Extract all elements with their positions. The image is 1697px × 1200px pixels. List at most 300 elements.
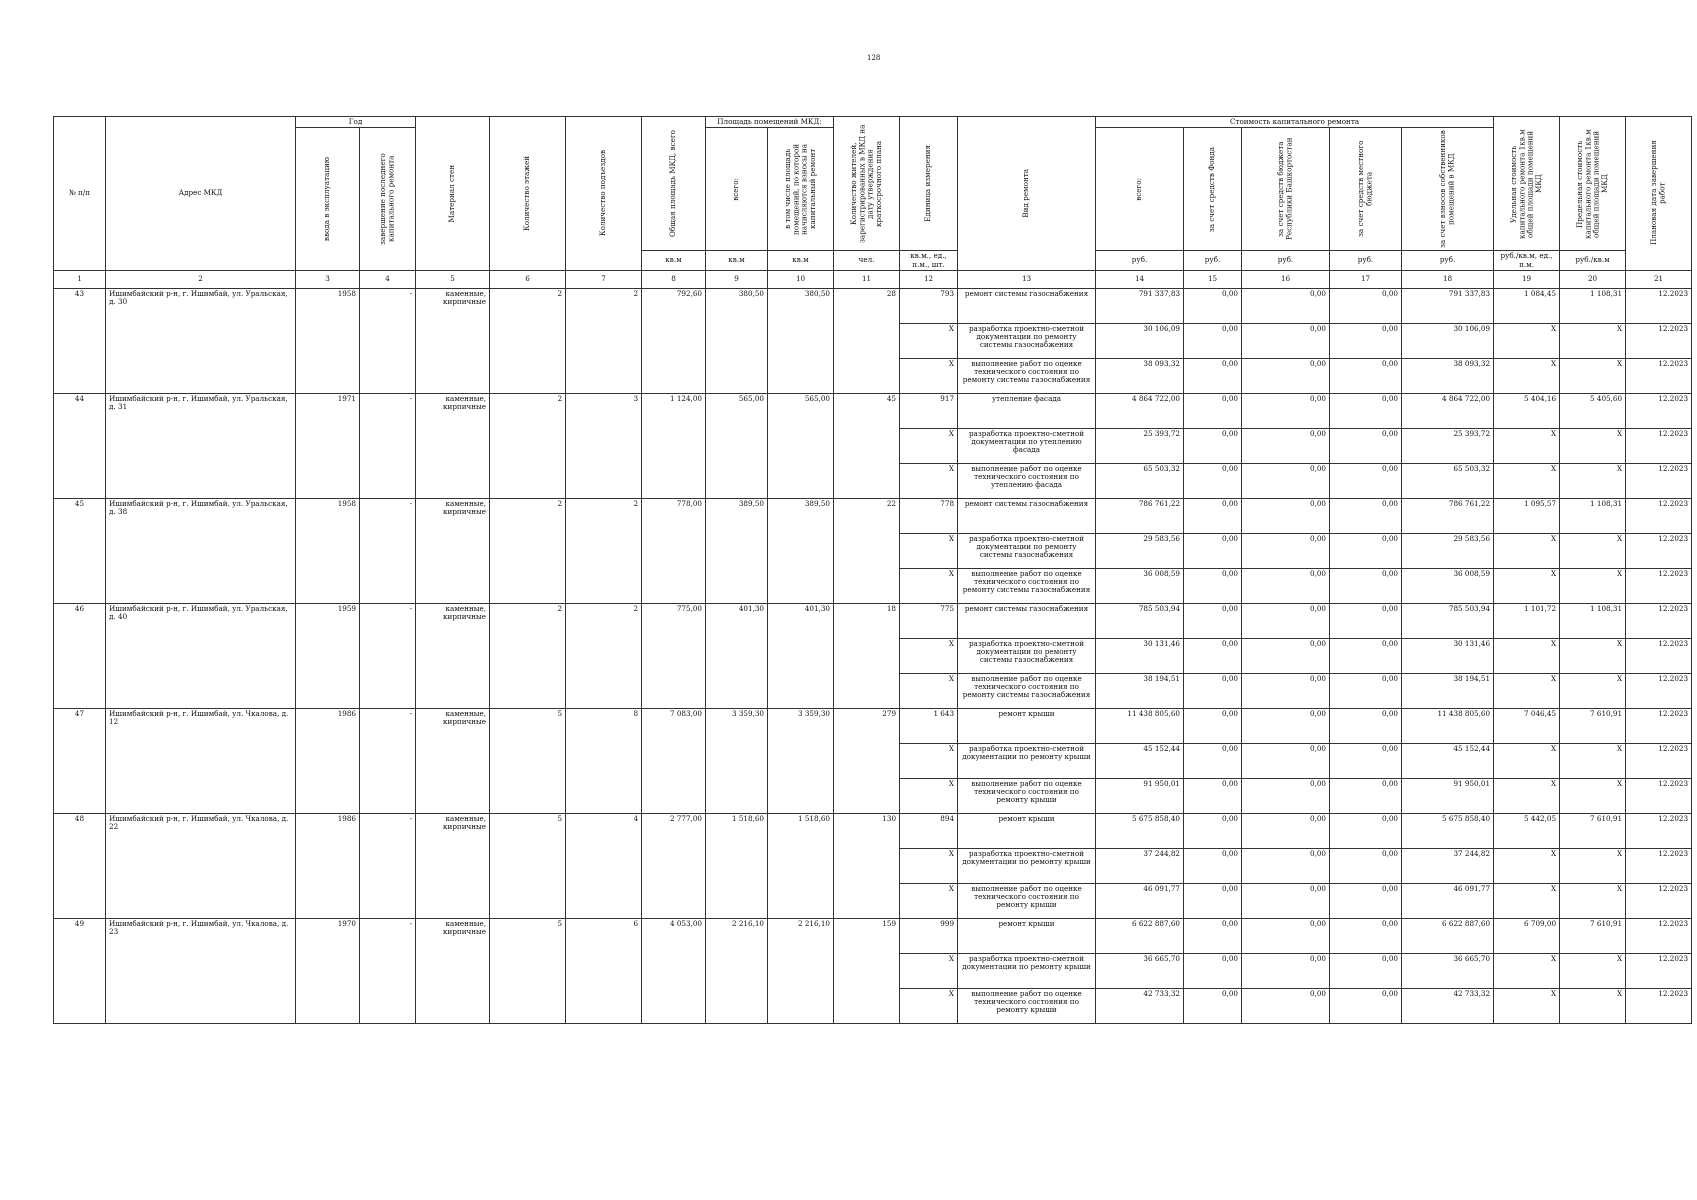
cell-material: каменные, кирпичные [416, 708, 490, 813]
cell-cost-budget-rb: 0,00 [1242, 498, 1330, 533]
column-number: 2 [106, 270, 296, 288]
cell-cost-total: 45 152,44 [1096, 743, 1184, 778]
cell-cost-owners: 25 393,72 [1402, 428, 1494, 463]
cell-cost-owners: 6 622 887,60 [1402, 918, 1494, 953]
cell-cost-fund: 0,00 [1184, 813, 1242, 848]
header-cost-local: за счет средств местного бюджета [1330, 128, 1402, 251]
cell-premises-total: 2 216,10 [706, 918, 768, 1023]
cell-residents: 22 [834, 498, 900, 603]
cell-unit-cost: X [1494, 953, 1560, 988]
cell-work-type: разработка проектно-сметной документации по ремонту системы газоснабжения [958, 638, 1096, 673]
cell-unit-cost: X [1494, 428, 1560, 463]
cell-premises-paying: 1 518,60 [768, 813, 834, 918]
cell-work-type: выполнение работ по оценке технического состояния по утеплению фасада [958, 463, 1096, 498]
cell-cost-fund: 0,00 [1184, 463, 1242, 498]
header-address: Адрес МКД [106, 117, 296, 271]
cell-cost-local: 0,00 [1330, 463, 1402, 498]
cell-premises-paying: 380,50 [768, 288, 834, 393]
column-number: 20 [1560, 270, 1626, 288]
cell-cost-total: 791 337,83 [1096, 288, 1184, 323]
cell-cost-total: 786 761,22 [1096, 498, 1184, 533]
unit-cell: чел. [834, 251, 900, 271]
cell-plan-date: 12.2023 [1626, 358, 1692, 393]
cell-cost-local: 0,00 [1330, 533, 1402, 568]
cell-cost-budget-rb: 0,00 [1242, 568, 1330, 603]
cell-cost-total: 785 503,94 [1096, 603, 1184, 638]
cell-units: 1 643 [900, 708, 958, 743]
cell-cost-total: 46 091,77 [1096, 883, 1184, 918]
cell-max-cost: X [1560, 953, 1626, 988]
cell-year: 1986 [296, 813, 360, 918]
cell-units: 999 [900, 918, 958, 953]
column-number: 1 [54, 270, 106, 288]
cell-max-cost: 5 405,60 [1560, 393, 1626, 428]
cell-cost-owners: 38 194,51 [1402, 673, 1494, 708]
header-year-commission: ввода в эксплуатацию [296, 128, 360, 271]
cell-cost-owners: 91 950,01 [1402, 778, 1494, 813]
cell-max-cost: 7 610,91 [1560, 708, 1626, 743]
cell-unit-cost: 1 101,72 [1494, 603, 1560, 638]
header-cost-group: Стоимость капитального ремонта [1096, 117, 1494, 128]
cell-cost-owners: 45 152,44 [1402, 743, 1494, 778]
cell-cost-fund: 0,00 [1184, 708, 1242, 743]
cell-unit-cost: 5 442,05 [1494, 813, 1560, 848]
cell-cost-owners: 29 583,56 [1402, 533, 1494, 568]
cell-cost-owners: 46 091,77 [1402, 883, 1494, 918]
cell-work-type: ремонт крыши [958, 708, 1096, 743]
cell-address: Ишимбайский р-н, г. Ишимбай, ул. Уральская, д. 40 [106, 603, 296, 708]
cell-cost-fund: 0,00 [1184, 883, 1242, 918]
column-number: 3 [296, 270, 360, 288]
cell-plan-date: 12.2023 [1626, 673, 1692, 708]
cell-plan-date: 12.2023 [1626, 953, 1692, 988]
cell-max-cost: X [1560, 323, 1626, 358]
cell-material: каменные, кирпичные [416, 498, 490, 603]
cell-premises-paying: 565,00 [768, 393, 834, 498]
column-numbers-row [54, 270, 1692, 288]
cell-last-repair: - [360, 393, 416, 498]
cell-plan-date: 12.2023 [1626, 463, 1692, 498]
cell-cost-local: 0,00 [1330, 813, 1402, 848]
cell-work-type: выполнение работ по оценке технического состояния по ремонту крыши [958, 778, 1096, 813]
header-total-area: Общая площадь МКД, всего [642, 117, 706, 251]
cell-unit-cost: X [1494, 463, 1560, 498]
unit-cell: кв.м [642, 251, 706, 271]
cell-cost-budget-rb: 0,00 [1242, 463, 1330, 498]
cell-plan-date: 12.2023 [1626, 918, 1692, 953]
unit-cell: кв.м [706, 251, 768, 271]
cell-unit-cost: X [1494, 533, 1560, 568]
cell-cost-budget-rb: 0,00 [1242, 953, 1330, 988]
header-plan-date: Плановая дата завершения работ [1626, 117, 1692, 271]
column-number: 9 [706, 270, 768, 288]
cell-premises-paying: 3 359,30 [768, 708, 834, 813]
cell-address: Ишимбайский р-н, г. Ишимбай, ул. Чкалова, д. 22 [106, 813, 296, 918]
cell-units: X [900, 848, 958, 883]
cell-floors: 2 [490, 498, 566, 603]
cell-no: 48 [54, 813, 106, 918]
cell-work-type: разработка проектно-сметной документации по ремонту крыши [958, 848, 1096, 883]
cell-work-type: ремонт крыши [958, 813, 1096, 848]
header-entrances: Количество подъездов [566, 117, 642, 271]
table-row-building [54, 918, 1692, 953]
cell-floors: 2 [490, 603, 566, 708]
cell-cost-local: 0,00 [1330, 288, 1402, 323]
cell-cost-owners: 785 503,94 [1402, 603, 1494, 638]
cell-units: X [900, 428, 958, 463]
cell-max-cost: X [1560, 743, 1626, 778]
cell-work-type: выполнение работ по оценке технического состояния по ремонту системы газоснабжения [958, 358, 1096, 393]
column-number: 18 [1402, 270, 1494, 288]
cell-units: 793 [900, 288, 958, 323]
cell-cost-budget-rb: 0,00 [1242, 288, 1330, 323]
cell-area: 4 053,00 [642, 918, 706, 1023]
cell-plan-date: 12.2023 [1626, 988, 1692, 1023]
cell-plan-date: 12.2023 [1626, 323, 1692, 358]
cell-work-type: разработка проектно-сметной документации по утеплению фасада [958, 428, 1096, 463]
cell-residents: 130 [834, 813, 900, 918]
cell-cost-local: 0,00 [1330, 673, 1402, 708]
cell-unit-cost: X [1494, 568, 1560, 603]
cell-units: 894 [900, 813, 958, 848]
cell-cost-fund: 0,00 [1184, 358, 1242, 393]
cell-premises-paying: 401,30 [768, 603, 834, 708]
cell-address: Ишимбайский р-н, г. Ишимбай, ул. Уральская, д. 30 [106, 288, 296, 393]
cell-cost-fund: 0,00 [1184, 918, 1242, 953]
column-number: 21 [1626, 270, 1692, 288]
cell-entrances: 2 [566, 288, 642, 393]
cell-cost-fund: 0,00 [1184, 988, 1242, 1023]
cell-max-cost: X [1560, 533, 1626, 568]
cell-no: 49 [54, 918, 106, 1023]
cell-cost-budget-rb: 0,00 [1242, 988, 1330, 1023]
header-premises-group: Площадь помещений МКД: [706, 117, 834, 128]
column-number: 10 [768, 270, 834, 288]
cell-cost-owners: 38 093,32 [1402, 358, 1494, 393]
table-row-building [54, 288, 1692, 323]
cell-plan-date: 12.2023 [1626, 533, 1692, 568]
cell-cost-fund: 0,00 [1184, 603, 1242, 638]
cell-cost-owners: 4 864 722,00 [1402, 393, 1494, 428]
cell-units: X [900, 953, 958, 988]
cell-unit-cost: X [1494, 638, 1560, 673]
cell-cost-budget-rb: 0,00 [1242, 848, 1330, 883]
cell-no: 46 [54, 603, 106, 708]
cell-work-type: разработка проектно-сметной документации по ремонту системы газоснабжения [958, 323, 1096, 358]
cell-units: X [900, 358, 958, 393]
cell-cost-total: 30 106,09 [1096, 323, 1184, 358]
cell-work-type: ремонт системы газоснабжения [958, 288, 1096, 323]
cell-units: X [900, 988, 958, 1023]
cell-max-cost: X [1560, 848, 1626, 883]
cell-address: Ишимбайский р-н, г. Ишимбай, ул. Уральская, д. 31 [106, 393, 296, 498]
cell-max-cost: X [1560, 463, 1626, 498]
cell-cost-fund: 0,00 [1184, 533, 1242, 568]
cell-cost-fund: 0,00 [1184, 848, 1242, 883]
header-premises-total: всего: [706, 128, 768, 251]
table-row-building [54, 603, 1692, 638]
cell-unit-cost: X [1494, 673, 1560, 708]
cell-cost-local: 0,00 [1330, 568, 1402, 603]
cell-no: 44 [54, 393, 106, 498]
cell-unit-cost: X [1494, 323, 1560, 358]
cell-work-type: ремонт крыши [958, 918, 1096, 953]
cell-cost-budget-rb: 0,00 [1242, 638, 1330, 673]
cell-cost-budget-rb: 0,00 [1242, 813, 1330, 848]
page-number: 128 [867, 54, 881, 62]
cell-unit-cost: 1 084,45 [1494, 288, 1560, 323]
cell-cost-total: 25 393,72 [1096, 428, 1184, 463]
cell-premises-total: 380,50 [706, 288, 768, 393]
table-row-building [54, 813, 1692, 848]
cell-cost-owners: 786 761,22 [1402, 498, 1494, 533]
cell-cost-budget-rb: 0,00 [1242, 708, 1330, 743]
cell-cost-total: 30 131,46 [1096, 638, 1184, 673]
cell-plan-date: 12.2023 [1626, 428, 1692, 463]
cell-cost-local: 0,00 [1330, 708, 1402, 743]
cell-cost-owners: 791 337,83 [1402, 288, 1494, 323]
cell-cost-owners: 5 675 858,40 [1402, 813, 1494, 848]
unit-cell: руб./кв.м [1560, 251, 1626, 271]
cell-address: Ишимбайский р-н, г. Ишимбай, ул. Уральская, д. 38 [106, 498, 296, 603]
cell-entrances: 8 [566, 708, 642, 813]
header-cost-total: всего: [1096, 128, 1184, 251]
header-residents: Количество жителей, зарегистрированных в МКД на дату утверждения краткосрочного плана [834, 117, 900, 251]
cell-cost-fund: 0,00 [1184, 778, 1242, 813]
cell-cost-total: 91 950,01 [1096, 778, 1184, 813]
cell-cost-fund: 0,00 [1184, 428, 1242, 463]
cell-cost-owners: 30 106,09 [1402, 323, 1494, 358]
cell-premises-total: 565,00 [706, 393, 768, 498]
cell-premises-paying: 2 216,10 [768, 918, 834, 1023]
cell-material: каменные, кирпичные [416, 603, 490, 708]
cell-year: 1971 [296, 393, 360, 498]
cell-cost-total: 11 438 805,60 [1096, 708, 1184, 743]
cell-max-cost: 1 108,31 [1560, 603, 1626, 638]
column-number: 16 [1242, 270, 1330, 288]
cell-cost-budget-rb: 0,00 [1242, 428, 1330, 463]
cell-units: X [900, 778, 958, 813]
cell-no: 47 [54, 708, 106, 813]
cell-premises-total: 1 518,60 [706, 813, 768, 918]
cell-units: X [900, 883, 958, 918]
cell-cost-local: 0,00 [1330, 883, 1402, 918]
cell-last-repair: - [360, 288, 416, 393]
cell-work-type: выполнение работ по оценке технического состояния по ремонту системы газоснабжения [958, 568, 1096, 603]
cell-cost-total: 37 244,82 [1096, 848, 1184, 883]
cell-max-cost: X [1560, 428, 1626, 463]
cell-cost-local: 0,00 [1330, 358, 1402, 393]
cell-units: X [900, 533, 958, 568]
cell-cost-budget-rb: 0,00 [1242, 603, 1330, 638]
column-number: 12 [900, 270, 958, 288]
cell-cost-budget-rb: 0,00 [1242, 533, 1330, 568]
header-work-type: Вид ремонта [958, 117, 1096, 271]
cell-premises-total: 401,30 [706, 603, 768, 708]
header-premises-paying: в том числе площадь помещений, по которой начисляются взносы на капитальный ремонт [768, 128, 834, 251]
column-number: 13 [958, 270, 1096, 288]
cell-cost-local: 0,00 [1330, 918, 1402, 953]
cell-address: Ишимбайский р-н, г. Ишимбай, ул. Чкалова, д. 12 [106, 708, 296, 813]
cell-cost-fund: 0,00 [1184, 568, 1242, 603]
cell-max-cost: X [1560, 638, 1626, 673]
cell-cost-fund: 0,00 [1184, 498, 1242, 533]
cell-cost-total: 65 503,32 [1096, 463, 1184, 498]
cell-units: 775 [900, 603, 958, 638]
header-cost-owners: за счет взносов собственников помещений в МКД [1402, 128, 1494, 251]
cell-cost-local: 0,00 [1330, 743, 1402, 778]
cell-unit-cost: 1 095,57 [1494, 498, 1560, 533]
cell-cost-fund: 0,00 [1184, 638, 1242, 673]
cell-material: каменные, кирпичные [416, 918, 490, 1023]
column-number: 4 [360, 270, 416, 288]
cell-max-cost: X [1560, 673, 1626, 708]
cell-plan-date: 12.2023 [1626, 638, 1692, 673]
cell-entrances: 4 [566, 813, 642, 918]
cell-floors: 2 [490, 288, 566, 393]
capital-repair-table [53, 116, 1692, 1024]
cell-cost-total: 38 093,32 [1096, 358, 1184, 393]
cell-max-cost: 7 610,91 [1560, 918, 1626, 953]
cell-area: 775,00 [642, 603, 706, 708]
cell-area: 1 124,00 [642, 393, 706, 498]
cell-cost-owners: 37 244,82 [1402, 848, 1494, 883]
cell-unit-cost: X [1494, 988, 1560, 1023]
cell-work-type: утепление фасада [958, 393, 1096, 428]
cell-max-cost: 1 108,31 [1560, 498, 1626, 533]
cell-residents: 159 [834, 918, 900, 1023]
cell-plan-date: 12.2023 [1626, 708, 1692, 743]
cell-cost-local: 0,00 [1330, 498, 1402, 533]
cell-no: 45 [54, 498, 106, 603]
cell-cost-budget-rb: 0,00 [1242, 358, 1330, 393]
cell-floors: 2 [490, 393, 566, 498]
cell-plan-date: 12.2023 [1626, 393, 1692, 428]
cell-plan-date: 12.2023 [1626, 883, 1692, 918]
cell-unit-cost: X [1494, 778, 1560, 813]
cell-cost-total: 6 622 887,60 [1096, 918, 1184, 953]
header-units: Единица измерения [900, 117, 958, 251]
cell-cost-owners: 11 438 805,60 [1402, 708, 1494, 743]
cell-material: каменные, кирпичные [416, 393, 490, 498]
cell-cost-budget-rb: 0,00 [1242, 778, 1330, 813]
cell-max-cost: X [1560, 568, 1626, 603]
cell-cost-owners: 65 503,32 [1402, 463, 1494, 498]
cell-entrances: 6 [566, 918, 642, 1023]
cell-unit-cost: 6 709,00 [1494, 918, 1560, 953]
cell-units: X [900, 323, 958, 358]
column-number: 11 [834, 270, 900, 288]
cell-cost-owners: 30 131,46 [1402, 638, 1494, 673]
cell-no: 43 [54, 288, 106, 393]
cell-cost-total: 38 194,51 [1096, 673, 1184, 708]
unit-cell: руб. [1096, 251, 1184, 271]
cell-units: X [900, 568, 958, 603]
cell-max-cost: 7 610,91 [1560, 813, 1626, 848]
header-cost-fund: за счет средств Фонда [1184, 128, 1242, 251]
cell-plan-date: 12.2023 [1626, 848, 1692, 883]
column-number: 7 [566, 270, 642, 288]
cell-cost-total: 5 675 858,40 [1096, 813, 1184, 848]
cell-premises-paying: 389,50 [768, 498, 834, 603]
cell-units: X [900, 638, 958, 673]
cell-cost-owners: 36 008,59 [1402, 568, 1494, 603]
cell-cost-fund: 0,00 [1184, 393, 1242, 428]
cell-residents: 45 [834, 393, 900, 498]
cell-units: X [900, 673, 958, 708]
unit-cell: кв.м., ед., п.м., шт. [900, 251, 958, 271]
cell-floors: 5 [490, 708, 566, 813]
unit-cell: руб. [1184, 251, 1242, 271]
cell-residents: 279 [834, 708, 900, 813]
cell-max-cost: X [1560, 883, 1626, 918]
cell-premises-total: 389,50 [706, 498, 768, 603]
cell-cost-local: 0,00 [1330, 603, 1402, 638]
column-number: 19 [1494, 270, 1560, 288]
cell-last-repair: - [360, 813, 416, 918]
cell-cost-fund: 0,00 [1184, 323, 1242, 358]
header-floors: Количество этажей [490, 117, 566, 271]
header-no: № п/п [54, 117, 106, 271]
cell-year: 1959 [296, 603, 360, 708]
cell-area: 778,00 [642, 498, 706, 603]
cell-max-cost: X [1560, 778, 1626, 813]
header-max-cost: Предельная стоимость капитального ремонта 1кв.м общей площади помещений МКД [1560, 117, 1626, 251]
cell-year: 1958 [296, 498, 360, 603]
cell-work-type: разработка проектно-сметной документации по ремонту крыши [958, 743, 1096, 778]
cell-cost-budget-rb: 0,00 [1242, 323, 1330, 358]
column-number: 5 [416, 270, 490, 288]
cell-cost-local: 0,00 [1330, 848, 1402, 883]
cell-cost-owners: 36 665,70 [1402, 953, 1494, 988]
cell-work-type: разработка проектно-сметной документации по ремонту системы газоснабжения [958, 533, 1096, 568]
cell-cost-local: 0,00 [1330, 988, 1402, 1023]
cell-max-cost: 1 108,31 [1560, 288, 1626, 323]
cell-material: каменные, кирпичные [416, 813, 490, 918]
cell-cost-budget-rb: 0,00 [1242, 918, 1330, 953]
cell-work-type: разработка проектно-сметной документации по ремонту крыши [958, 953, 1096, 988]
table-row-building [54, 498, 1692, 533]
cell-cost-fund: 0,00 [1184, 288, 1242, 323]
cell-last-repair: - [360, 498, 416, 603]
column-number: 14 [1096, 270, 1184, 288]
cell-unit-cost: X [1494, 358, 1560, 393]
header-unit-cost: Удельная стоимость капитального ремонта 1кв.м общей площади помещений МКД [1494, 117, 1560, 251]
unit-cell: руб. [1242, 251, 1330, 271]
cell-plan-date: 12.2023 [1626, 778, 1692, 813]
cell-premises-total: 3 359,30 [706, 708, 768, 813]
table-header [54, 117, 1692, 289]
cell-cost-local: 0,00 [1330, 778, 1402, 813]
table-body [54, 288, 1692, 1023]
cell-last-repair: - [360, 708, 416, 813]
cell-entrances: 2 [566, 603, 642, 708]
cell-material: каменные, кирпичные [416, 288, 490, 393]
cell-work-type: ремонт системы газоснабжения [958, 603, 1096, 638]
cell-cost-total: 42 733,32 [1096, 988, 1184, 1023]
cell-residents: 18 [834, 603, 900, 708]
cell-units: 778 [900, 498, 958, 533]
cell-max-cost: X [1560, 358, 1626, 393]
cell-plan-date: 12.2023 [1626, 813, 1692, 848]
cell-last-repair: - [360, 603, 416, 708]
header-cost-budget-rb: за счет средств бюджета Республики Башкортостан [1242, 128, 1330, 251]
cell-unit-cost: X [1494, 848, 1560, 883]
cell-plan-date: 12.2023 [1626, 603, 1692, 638]
cell-area: 7 083,00 [642, 708, 706, 813]
cell-cost-local: 0,00 [1330, 428, 1402, 463]
cell-cost-total: 29 583,56 [1096, 533, 1184, 568]
